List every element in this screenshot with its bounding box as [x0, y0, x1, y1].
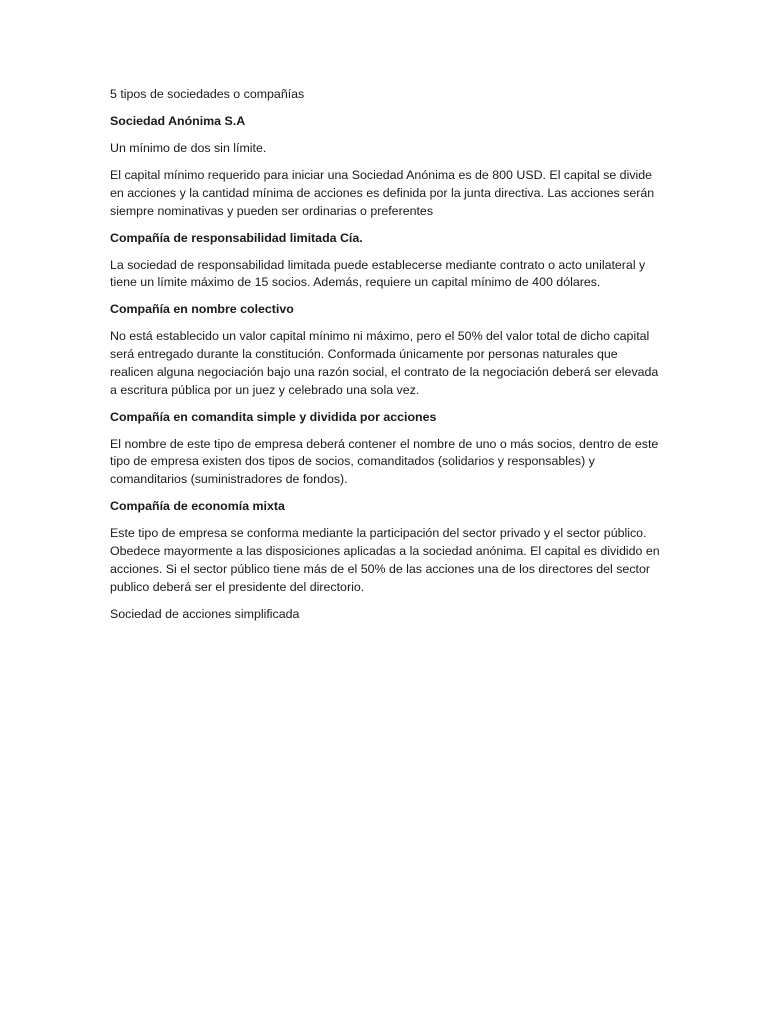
closing-line: Sociedad de acciones simplificada: [110, 606, 300, 621]
section-heading-responsabilidad-limitada: Compañía de responsabilidad limitada Cía.: [110, 230, 363, 245]
section-heading-nombre-colectivo: Compañía en nombre colectivo: [110, 302, 294, 317]
paragraph: La sociedad de responsabilidad limitada puede establecerse mediante contrato o acto unilateral y tiene un límite máximo de 15 socios. Además, requiere un capital mínimo de 400 dólares.: [110, 257, 646, 290]
paragraph: No está establecido un valor capital mínimo ni máximo, pero el 50% del valor total de dicho capital será entregado durante la constitución. Conformada únicamente por personas naturales que realicen alguna negociación bajo una razón social, el contrato de la negociación deberá ser elevada a escritura pública por un juez y celebrado una sola vez.: [110, 329, 659, 397]
paragraph: El nombre de este tipo de empresa deberá contener el nombre de uno o más socios, dentro de este tipo de empresa existen dos tipos de socios, comanditados (solidarios y responsables) y comanditarios (suministradores de fondos).: [110, 436, 659, 487]
document-body: [110, 86, 662, 633]
section-heading-sociedad-anonima: Sociedad Anónima S.A: [110, 113, 246, 128]
section-heading-economia-mixta: Compañía de economía mixta: [110, 499, 285, 514]
document-title: 5 tipos de sociedades o compañías: [110, 87, 305, 101]
section-heading-comandita: Compañía en comandita simple y dividida por acciones: [110, 409, 437, 424]
paragraph: Un mínimo de dos sin límite.: [110, 140, 267, 155]
paragraph: Este tipo de empresa se conforma mediante la participación del sector privado y el sector público. Obedece mayormente a las disposiciones aplicadas a la sociedad anónima. El capital es dividido en acciones. Si el sector público tiene más de el 50% de las acciones una de los directores del sector publico deberá ser el presidente del directorio.: [110, 526, 660, 594]
paragraph: El capital mínimo requerido para iniciar una Sociedad Anónima es de 800 USD. El capital se divide en acciones y la cantidad mínima de acciones es definida por la junta directiva. Las acciones serán siempre nominativas y pueden ser ordinarias o preferentes: [110, 167, 655, 218]
